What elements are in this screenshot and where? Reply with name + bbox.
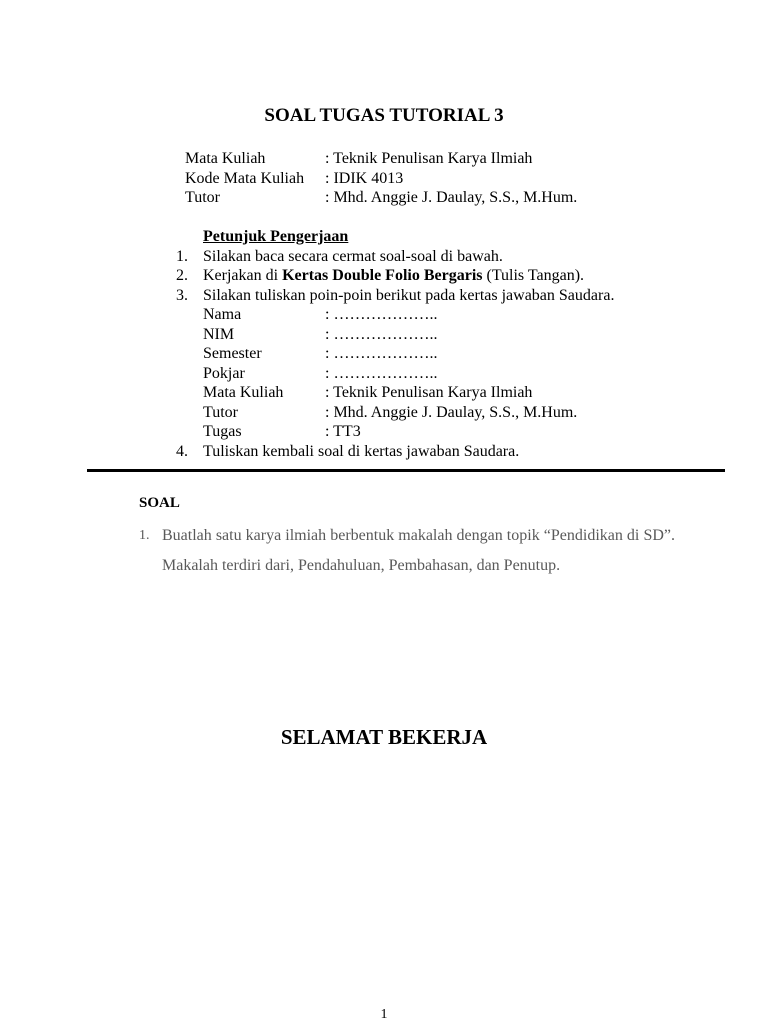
question-number: 1. (139, 528, 150, 543)
page-number: 1 (380, 1007, 388, 1022)
field-row (203, 403, 614, 423)
field-value: : ……………….. (325, 306, 438, 323)
field-value: : ……………….. (325, 364, 438, 382)
field-row (203, 325, 614, 345)
field-value: : TT3 (325, 423, 361, 440)
instructions-heading: Petunjuk Pengerjaan (203, 228, 349, 245)
answer-sheet-fields (203, 305, 614, 442)
field-row (203, 344, 614, 364)
field-label: Semester (203, 345, 262, 362)
instruction-number: 3. (176, 286, 188, 304)
instruction-item (176, 247, 614, 267)
course-info-block (185, 149, 577, 208)
instruction-item (176, 286, 614, 306)
instruction-text-post: (Tulis Tangan). (482, 267, 585, 284)
course-info-label: Kode Mata Kuliah (185, 169, 305, 187)
instruction-text: Tuliskan kembali soal di kertas jawaban Saudara. (203, 442, 520, 460)
course-info-value: : IDIK 4013 (325, 169, 404, 187)
instruction-text-bold: Kertas Double Folio Bergaris (282, 267, 483, 284)
soal-heading: SOAL (139, 495, 180, 511)
course-info-label: Tutor (185, 189, 220, 206)
field-value: : Teknik Penulisan Karya Ilmiah (325, 384, 533, 401)
instruction-item (176, 266, 614, 286)
field-row (203, 383, 614, 403)
course-info-row (185, 169, 577, 189)
instruction-text: Silakan baca secara cermat soal-soal di bawah. (203, 247, 503, 265)
instructions-block (176, 227, 614, 461)
field-value: : Mhd. Anggie J. Daulay, S.S., M.Hum. (325, 403, 578, 421)
question-item (139, 521, 675, 580)
course-info-value: : Mhd. Anggie J. Daulay, S.S., M.Hum. (325, 189, 578, 206)
question-text: Buatlah satu karya ilmiah berbentuk makalah dengan topik “Pendidikan di SD”. Makalah terdiri dari, Pendahuluan, Pembahasan, dan Penutup. (162, 527, 675, 574)
field-label: Pokjar (203, 364, 245, 382)
instruction-text-pre: Kerjakan di (203, 267, 283, 284)
horizontal-divider (87, 469, 725, 472)
course-info-value: : Teknik Penulisan Karya Ilmiah (325, 150, 533, 167)
field-row (203, 364, 614, 384)
field-value: : ……………….. (325, 345, 438, 362)
field-label: NIM (203, 325, 235, 343)
field-label: Tugas (203, 423, 242, 440)
closing-text: SELAMAT BEKERJA (280, 725, 488, 749)
field-label: Nama (203, 306, 242, 323)
instruction-text: Silakan tuliskan poin-poin berikut pada kertas jawaban Saudara. (203, 286, 615, 304)
field-label: Mata Kuliah (203, 384, 284, 401)
instruction-number: 2. (176, 267, 188, 284)
document-title: SOAL TUGAS TUTORIAL 3 (264, 105, 504, 126)
course-info-row (185, 188, 577, 208)
field-row (203, 422, 614, 442)
course-info-row (185, 149, 577, 169)
field-row (203, 305, 614, 325)
field-value: : ……………….. (325, 325, 438, 343)
instruction-number: 4. (176, 442, 188, 460)
instruction-text (203, 266, 584, 286)
instruction-number: 1. (176, 247, 188, 265)
instruction-item (176, 442, 614, 462)
course-info-label: Mata Kuliah (185, 150, 266, 167)
field-label: Tutor (203, 403, 238, 421)
